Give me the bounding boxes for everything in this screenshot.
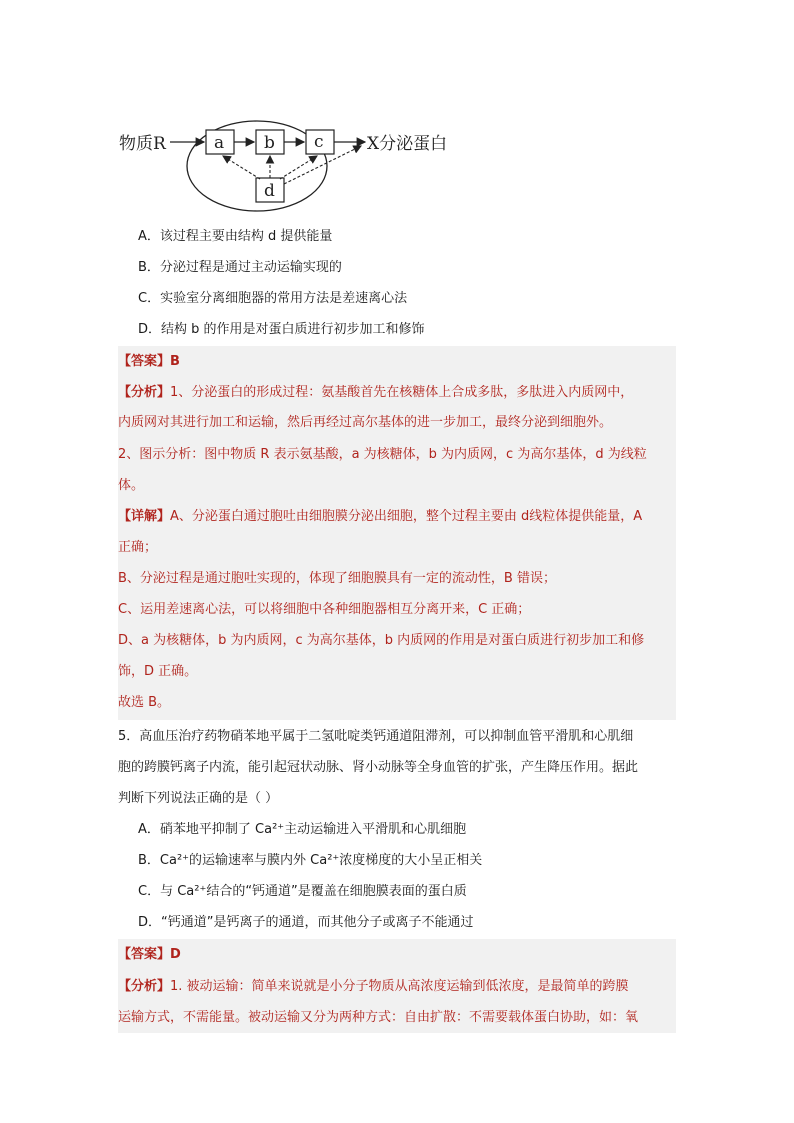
q5-answer-value: D: [170, 947, 181, 962]
q4-answer-line: [0, 353, 794, 371]
label-secretory-protein: X分泌蛋白: [367, 134, 448, 154]
q5-stem-line-3: 判断下列说法正确的是（ ）: [118, 791, 279, 806]
q5-option-b: B．Ca²⁺的运输速率与膜内外 Ca²⁺浓度梯度的大小呈正相关: [138, 853, 483, 868]
q4-detail-line-4: C、运用差速离心法，可以将细胞中各种细胞器相互分离开来，C 正确；: [118, 602, 531, 617]
q5-option-d: D．“钙通道”是钙离子的通道，而其他分子或离子不能通过: [138, 915, 474, 930]
box-a-label: a: [214, 133, 225, 153]
q4-detail-text-1: A、分泌蛋白通过胞吐由细胞膜分泌出细胞，整个过程主要由 d线粒体提供能量，A: [170, 509, 643, 524]
q5-option-a: A．硝苯地平抑制了 Ca²⁺主动运输进入平滑肌和心肌细胞: [138, 822, 467, 837]
q4-option-b: B．分泌过程是通过主动运输实现的: [138, 260, 342, 275]
q4-detail-line-6: 饰，D 正确。: [118, 664, 198, 679]
q4-detail-line-2: 正确；: [118, 540, 158, 555]
q5-answer-tag: 【答案】: [118, 947, 171, 962]
q4-option-d: D．结构 b 的作用是对蛋白质进行初步加工和修饰: [138, 322, 425, 337]
q5-answer-line: [0, 946, 794, 964]
q4-answer-value: B: [170, 354, 180, 369]
q5-analysis-tag: 【分析】: [118, 979, 171, 994]
q4-analysis-line-3: 2、图示分析：图中物质 R 表示氨基酸，a 为核糖体，b 为内质网，c 为高尔基体，d 为线粒: [118, 447, 647, 462]
q4-option-c: C．实验室分离细胞器的常用方法是差速离心法: [138, 291, 408, 306]
q4-detail-line-1: [0, 508, 794, 526]
q4-analysis-line-1: [0, 384, 794, 402]
q4-analysis-line-4: 体。: [118, 478, 145, 493]
q5-stem-line-2: 胞的跨膜钙离子内流，能引起冠状动脉、肾小动脉等全身血管的扩张，产生降压作用。据此: [118, 760, 639, 775]
q4-answer-tag: 【答案】: [118, 354, 171, 369]
q4-detail-tag: 【详解】: [118, 509, 171, 524]
dashed-arrow-d-to-c: [280, 156, 317, 179]
diagram-svg: [115, 112, 475, 212]
secretory-protein-diagram: [115, 112, 475, 212]
q5-option-c: C．与 Ca²⁺结合的“钙通道”是覆盖在细胞膜表面的蛋白质: [138, 884, 467, 899]
q5-analysis-text-1: 1. 被动运输：简单来说就是小分子物质从高浓度运输到低浓度，是最简单的跨膜: [170, 979, 629, 994]
q4-conclusion: 故选 B。: [118, 695, 171, 710]
box-c-label: c: [314, 132, 324, 152]
box-b-label: b: [264, 133, 275, 153]
dashed-arrow-d-to-a: [223, 156, 260, 179]
label-substance-r: 物质R: [119, 134, 166, 154]
q4-detail-line-5: D、a 为核糖体，b 为内质网，c 为高尔基体，b 内质网的作用是对蛋白质进行初步加工和修: [118, 633, 645, 648]
q4-analysis-line-2: 内质网对其进行加工和运输，然后再经过高尔基体的进一步加工，最终分泌到细胞外。: [118, 415, 613, 430]
q4-analysis-tag: 【分析】: [118, 385, 171, 400]
q5-analysis-line-1: [0, 978, 794, 996]
box-d-label: d: [264, 181, 275, 201]
q5-stem-line-1: 5．高血压治疗药物硝苯地平属于二氢吡啶类钙通道阻滞剂，可以抑制血管平滑肌和心肌细: [118, 729, 634, 744]
q4-detail-line-3: B、分泌过程是通过胞吐实现的，体现了细胞膜具有一定的流动性，B 错误；: [118, 571, 556, 586]
q5-analysis-line-2: 运输方式，不需能量。被动运输又分为两种方式：自由扩散：不需要载体蛋白协助，如：氧: [118, 1010, 639, 1025]
q4-analysis-text-1: 1、分泌蛋白的形成过程：氨基酸首先在核糖体上合成多肽，多肽进入内质网中，: [170, 385, 634, 400]
q4-option-a: A．该过程主要由结构 d 提供能量: [138, 229, 333, 244]
